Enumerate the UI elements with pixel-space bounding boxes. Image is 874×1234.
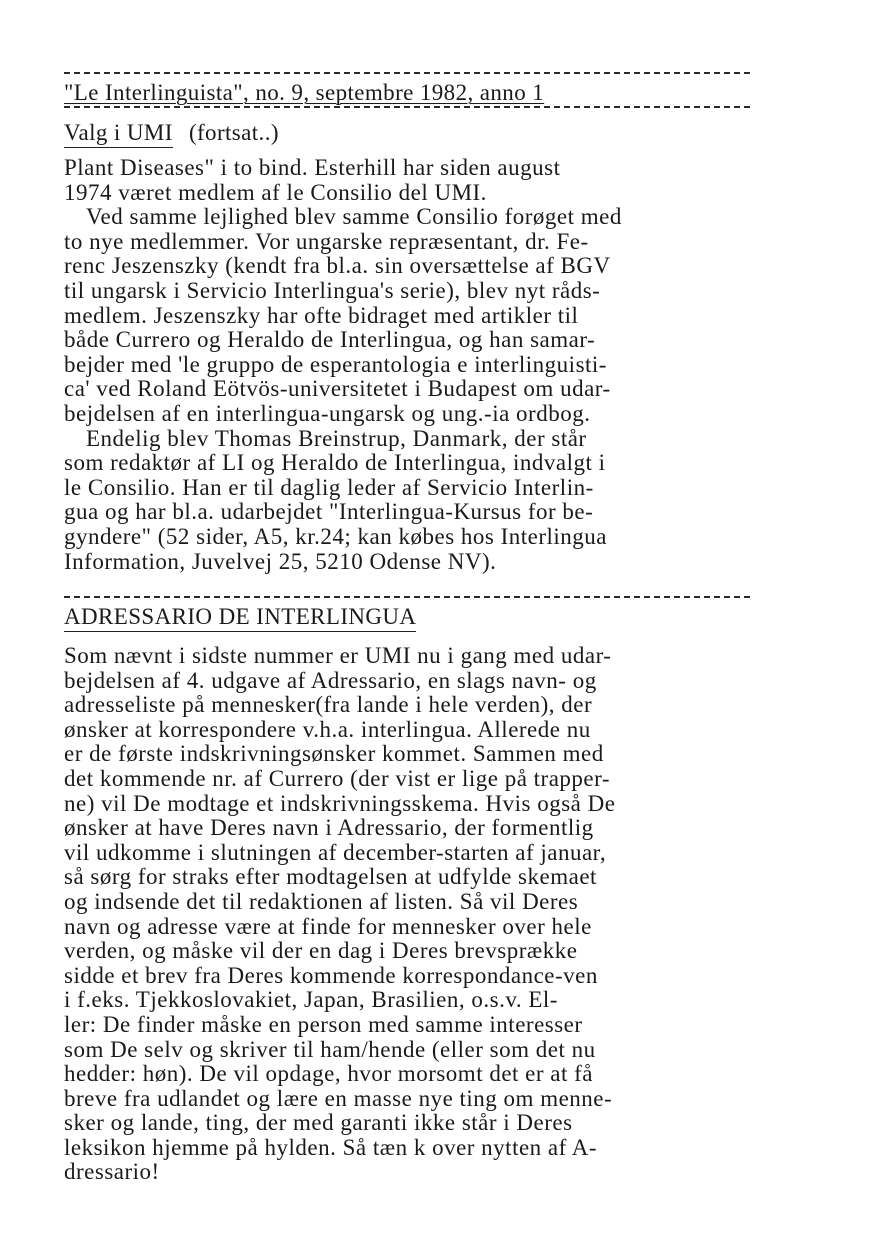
text-line: renc Jeszenszky (kendt fra bl.a. sin oversættelse af BGV (64, 253, 611, 279)
text-line: og indsende det til redaktionen af listen. Så vil Deres (64, 888, 579, 914)
text-line: som De selv og skriver til ham/hende (eller som det nu (64, 1036, 596, 1062)
section-adressario-heading (64, 604, 416, 632)
section-valg-heading (64, 120, 279, 148)
text-line: til ungarsk i Servicio Interlingua's serie), blev nyt råds- (64, 277, 601, 303)
text-line: dressario! (64, 1159, 160, 1185)
text-line: vil udkomme i slutningen af december-starten af januar, (64, 839, 607, 865)
text-line: leksikon hjemme på hylden. Så tæn k over nytten af A- (64, 1134, 598, 1160)
header-dashed-rule (64, 106, 750, 108)
text-line: navn og adresse være at finde for mennesker over hele (64, 913, 592, 939)
section-title: ADRESSARIO DE INTERLINGUA (64, 604, 416, 632)
text-line: Som nævnt i sidste nummer er UMI nu i gang med udar- (64, 643, 612, 668)
text-line: breve fra udlandet og lære en masse nye ting om menne- (64, 1085, 613, 1111)
text-line: bejdelsen af en interlingua-ungarsk og ung.-ia ordbog. (64, 400, 591, 426)
text-line: Plant Diseases" i to bind. Esterhill har siden august (64, 155, 561, 180)
text-line: bejdelsen af 4. udgave af Adressario, en slags navn- og (64, 667, 597, 693)
text-line: både Currero og Heraldo de Interlingua, og han samar- (64, 327, 596, 353)
text-line: le Consilio. Han er til daglig leder af Servicio Interlin- (64, 474, 594, 500)
text-line: som redaktør af LI og Heraldo de Interlingua, indvalgt i (64, 450, 606, 476)
text-line: gyndere" (52 sider, A5, kr.24; kan købes hos Interlingua (64, 523, 608, 549)
text-line: bejder med 'le gruppo de esperantologia e interlinguisti- (64, 351, 607, 377)
text-line: ca' ved Roland Eötvös-universitetet i Budapest om udar- (64, 376, 611, 402)
header-text: "Le Interlinguista", no. 9, septembre 1982, anno 1 (64, 80, 545, 105)
text-line: er de første indskrivningsønsker kommet. Sammen med (64, 741, 604, 767)
section-adressario-body (64, 644, 764, 1185)
section-valg-body (64, 156, 764, 574)
running-header (64, 80, 754, 106)
text-line: det kommende nr. af Currero (der vist er lige på trapper- (64, 765, 610, 791)
text-line: adresseliste på mennesker(fra lande i hele verden), der (64, 692, 593, 718)
text-line: sker og lande, ting, der med garanti ikke står i Deres (64, 1110, 573, 1136)
text-line: ønsker at korrespondere v.h.a. interlingua. Allerede nu (64, 716, 591, 742)
text-line: verden, og måske vil der en dag i Deres brevsprække (64, 938, 578, 964)
text-line: Ved samme lejlighed blev samme Consilio forøget med (86, 204, 622, 230)
text-line: Information, Juvelvej 25, 5210 Odense NV). (64, 548, 497, 574)
text-line: Endelig blev Thomas Breinstrup, Danmark, der står (86, 425, 587, 451)
text-line: ler: De finder måske en person med samme interesser (64, 1011, 583, 1037)
text-line: ne) vil De modtage et indskrivningsskema. Hvis også De (64, 790, 616, 816)
text-line: gua og har bl.a. udarbejdet "Interlingua-Kursus for be- (64, 499, 594, 525)
text-line: sidde et brev fra Deres kommende korrespondance-ven (64, 962, 598, 988)
section-title: Valg i UMI (64, 120, 173, 148)
section-dashed-rule (64, 596, 750, 598)
text-line: hedder: høn). De vil opdage, hvor morsomt det er at få (64, 1061, 594, 1087)
section-title-suffix: (fortsat..) (188, 120, 279, 145)
text-line: 1974 været medlem af le Consilio del UMI. (64, 179, 487, 205)
text-line: i f.eks. Tjekkoslovakiet, Japan, Brasilien, o.s.v. El- (64, 987, 558, 1013)
top-dashed-rule (64, 72, 750, 74)
text-line: så sørg for straks efter modtagelsen at udfylde skemaet (64, 864, 597, 890)
text-line: to nye medlemmer. Vor ungarske repræsentant, dr. Fe- (64, 228, 589, 254)
text-line: ønsker at have Deres navn i Adressario, der formentlig (64, 815, 594, 841)
text-line: medlem. Jeszenszky har ofte bidraget med artikler til (64, 302, 579, 328)
